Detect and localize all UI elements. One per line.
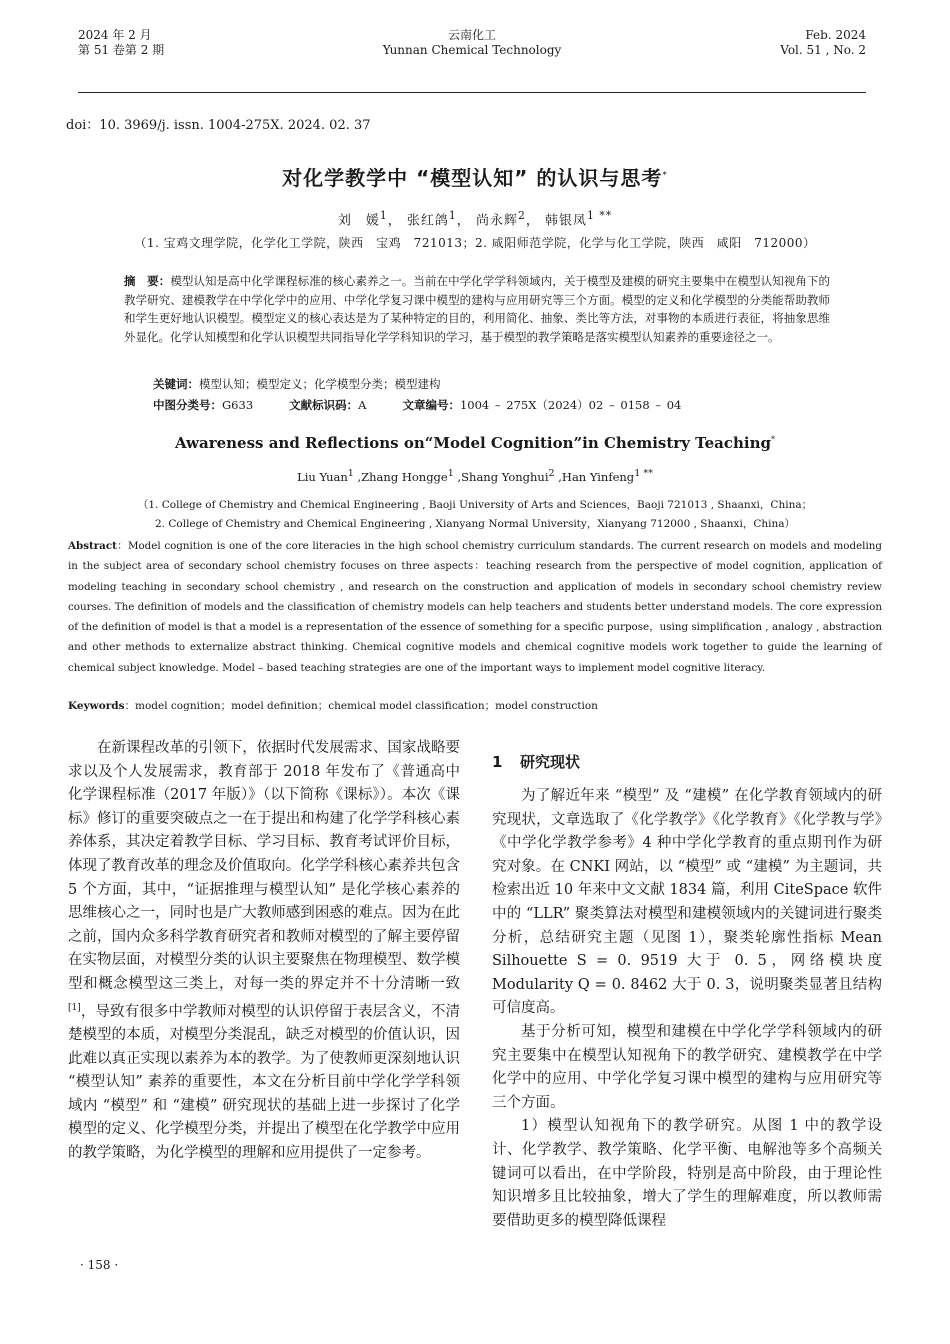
keywords-cn [153,376,441,392]
author-affil-mark: 2 [517,209,526,222]
running-header [78,28,866,60]
author-separator-en: , [353,469,362,484]
section-title: 研究现状 [520,753,581,771]
header-date-en: Feb. 2024 [805,28,866,42]
page-number: · 158 · [80,1258,119,1272]
author-affil-mark-en: 1 [347,468,354,479]
author-name-en: Han Yinfeng [561,469,635,484]
header-journal-name [78,28,866,58]
body-paragraph: 为了解近年来 “模型” 及 “建模” 在化学教育领域内的研究现状，文章选取了《化学教学》《化学教育》《化学教与学》《中学化学教学参考》4 种中学化学教育的重点期刊作为研究对象。在 CNKI 网站，以 “模型” 或 “建模” 为主题词，共检索出近 10 年来中文文献 1834 篇，利用 CiteSpace 软件中的 “LLR” 聚类算法对模型和建模领域内的关键词进行聚类分析，总结研究主题（见图 1），聚类轮廓性指标 Mean Silhouette S = 0. 9519 大于 0. 5，网络模块度 Modularity Q = 0. 8462 大于 0. 3，说明聚类显著且结构可信度高。 [492,788,882,1017]
abstract-cn [124,272,830,346]
author-separator: ， [456,213,471,229]
author-name-en: Liu Yuan [297,469,348,484]
author-affil-mark: 1 [448,209,457,222]
section-heading [492,751,580,772]
title-en-footnote-mark: * [770,435,775,444]
intro-text-part1: 在新课程改革的引领下，依据时代发展需求、国家战略要求以及个人发展需求，教育部于 2018 年发布了《普通高中化学课程标准（2017 年版）》（以下简称《课标》）。本次《课标》修订的重要突破点之一在于提出和构建了化学学科核心素养体系，其决定着教学目标、学习目标、教育考试评价目标，体现了教育改革的理念及价值取向。化学学科核心素养共包含 5 个方面，其中，“证据推理与模型认知” 是化学核心素养的思维核心之一，同时也是广大教师感到困惑的难点。因为在此之前，国内众多科学教育研究者和教师对模型的了解主要停留在实物层面，对模型分类的认识主要聚焦在物理模型、数学模型和概念模型这三类上，对每一类的界定并不十分清晰一致 [68,740,460,992]
clc-label: 中图分类号： [153,398,222,412]
paper-title-cn [0,162,950,191]
paper-title-en [0,434,950,452]
intro-paragraph [68,737,460,1166]
article-id-label: 文章编号： [402,398,460,412]
keywords-cn-label: 关键词： [153,377,199,391]
author-list-cn [0,209,950,228]
abstract-en-label: Abstract [68,540,117,552]
author-affil-mark-en: 1 ** [634,468,653,479]
header-date-cn: 2024 年 2 月 [78,28,152,42]
doc-code-value: A [358,398,367,412]
header-volume-cn: 第 51 卷第 2 期 [78,43,165,57]
abstract-cn-label: 摘 要： [124,274,171,288]
author-name: 张红鸽 [406,213,449,229]
author-name: 韩银凤 [545,213,588,229]
author-separator-en: , [453,469,462,484]
citation-ref: [1] [68,1002,81,1013]
doi: doi：10. 3969/j. issn. 1004-275X. 2024. 02. 37 [66,118,371,133]
affiliation-cn: （1. 宝鸡文理学院，化学化工学院，陕西 宝鸡 721013；2. 咸阳师范学院，化学与化工学院，陕西 咸阳 712000） [134,236,816,250]
classification-cn [153,397,681,413]
title-en-text: Awareness and Reflections on“Model Cognition”in Chemistry Teaching [175,434,771,452]
author-affil-mark-en: 1 [447,468,454,479]
section-number: 1 [492,753,503,771]
keywords-en-label: Keywords [68,700,125,712]
keywords-en-text: ：model cognition；model definition；chemical model classification；model construction [124,700,598,712]
body-left-column [68,737,460,1166]
author-name: 尚永辉 [475,213,518,229]
keywords-en [68,698,598,713]
article-id-value: 1004 – 275X（2024）02 – 0158 – 04 [459,398,682,412]
affiliation-en-line1: （1. College of Chemistry and Chemical Engineering , Baoji University of Arts and Sciences，Baoji 721013 , Shaanxi，China； [137,499,813,511]
header-journal-cn: 云南化工 [447,28,496,42]
author-affil-mark-en: 2 [548,468,555,479]
header-rule [78,92,866,93]
body-paragraph: 1）模型认知视角下的教学研究。从图 1 中的教学设计、化学教学、教学策略、化学平衡、电解池等多个高频关键词可以看出，在中学阶段，特别是高中阶段，由于理论性知识增多且比较抽象，增大了学生的理解难度，所以教师需要借助更多的模型降低课程 [492,1118,882,1229]
body-paragraph: 基于分析可知，模型和建模在中学化学学科领域内的研究主要集中在模型认知视角下的教学研究、建模教学在中学化学中的应用、中学化学复习课中模型的建构与应用研究等三个方面。 [492,1023,882,1111]
author-separator: ， [525,213,540,229]
author-name-en: Zhang Hongge [361,469,448,484]
affiliation-en-line2: 2. College of Chemistry and Chemical Engineering , Xianyang Normal University，Xianyang 712000 , Shaanxi，China） [155,518,795,530]
author-affil-mark: 1 ** [587,209,613,222]
author-separator: ， [387,213,402,229]
intro-text-part2: ，导致有很多中学教师对模型的认识停留于表层含义，不清楚模型的本质，对模型分类混乱，缺乏对模型的价值认识，因此难以真正实现以素养为本的教学。为了使教师更深刻地认识 “模型认知” 素养的重要性，本文在分析目前中学化学学科领域内 “模型” 和 “建模” 研究现状的基础上进一步探讨了化学模型的定义、化学模型分类，并提出了模型在化学教学中应用的教学策略，为化学模型的理解和应用提供了一定参考。 [68,1003,460,1161]
abstract-cn-text: 模型认知是高中化学课程标准的核心素养之一。当前在中学化学学科领域内，关于模型及建模的研究主要集中在模型认知视角下的教学研究、建模教学在中学化学中的应用、中学化学复习课中模型的建构与应用研究等三个方面。模型的定义和化学模型的分类能帮助教师和学生更好地认识模型。模型定义的核心表达是为了某种特定的目的，利用简化、抽象、类比等方法，对事物的本质进行表征，将抽象思维外显化。化学认知模型和化学认识模型共同指导化学学科知识的学习，基于模型的教学策略是落实模型认知素养的重要途径之一。 [124,274,831,344]
doc-code-label: 文献标识码： [289,398,359,412]
title-footnote-mark: * [662,170,668,181]
author-affil-mark: 1 [379,209,388,222]
author-name-en: Shang Yonghui [461,469,549,484]
keywords-cn-text: 模型认知；模型定义；化学模型分类；模型建构 [199,377,441,391]
header-issue-en [780,28,866,58]
author-name: 刘 媛 [337,213,380,229]
title-text: 对化学教学中 “模型认知” 的认识与思考 [282,166,663,190]
author-list-en [0,468,950,484]
header-volume-en: Vol. 51 , No. 2 [780,43,866,57]
abstract-en [68,536,882,678]
author-separator-en: , [554,469,562,484]
abstract-en-text: ：Model cognition is one of the core literacies in the high school chemistry curriculum standards. The current research on models and modeling in the subject area of secondary school chemistry focuses on three aspects：teaching research from the perspective of model cognition, application of modeling teaching in secondary school chemistry , and research on the construction and application of models in secondary school chemistry review courses. The definition of models and the classification of chemistry models can help teachers and students better understand models. The core expression of the definition of model is that a model is a representation of the essence of something for a specific purpose，using simplification , analogy , abstraction and other methods to externalize abstract thinking. Chemical cognitive models and chemical cognitive models work together to guide the learning of chemical subject knowledge. Model – based teaching strategies are one of the important ways to implement model cognitive literacy. [68,540,882,674]
header-journal-en: Yunnan Chemical Technology [382,43,562,57]
clc-value: G633 [222,398,254,412]
body-right-column [492,785,882,1233]
